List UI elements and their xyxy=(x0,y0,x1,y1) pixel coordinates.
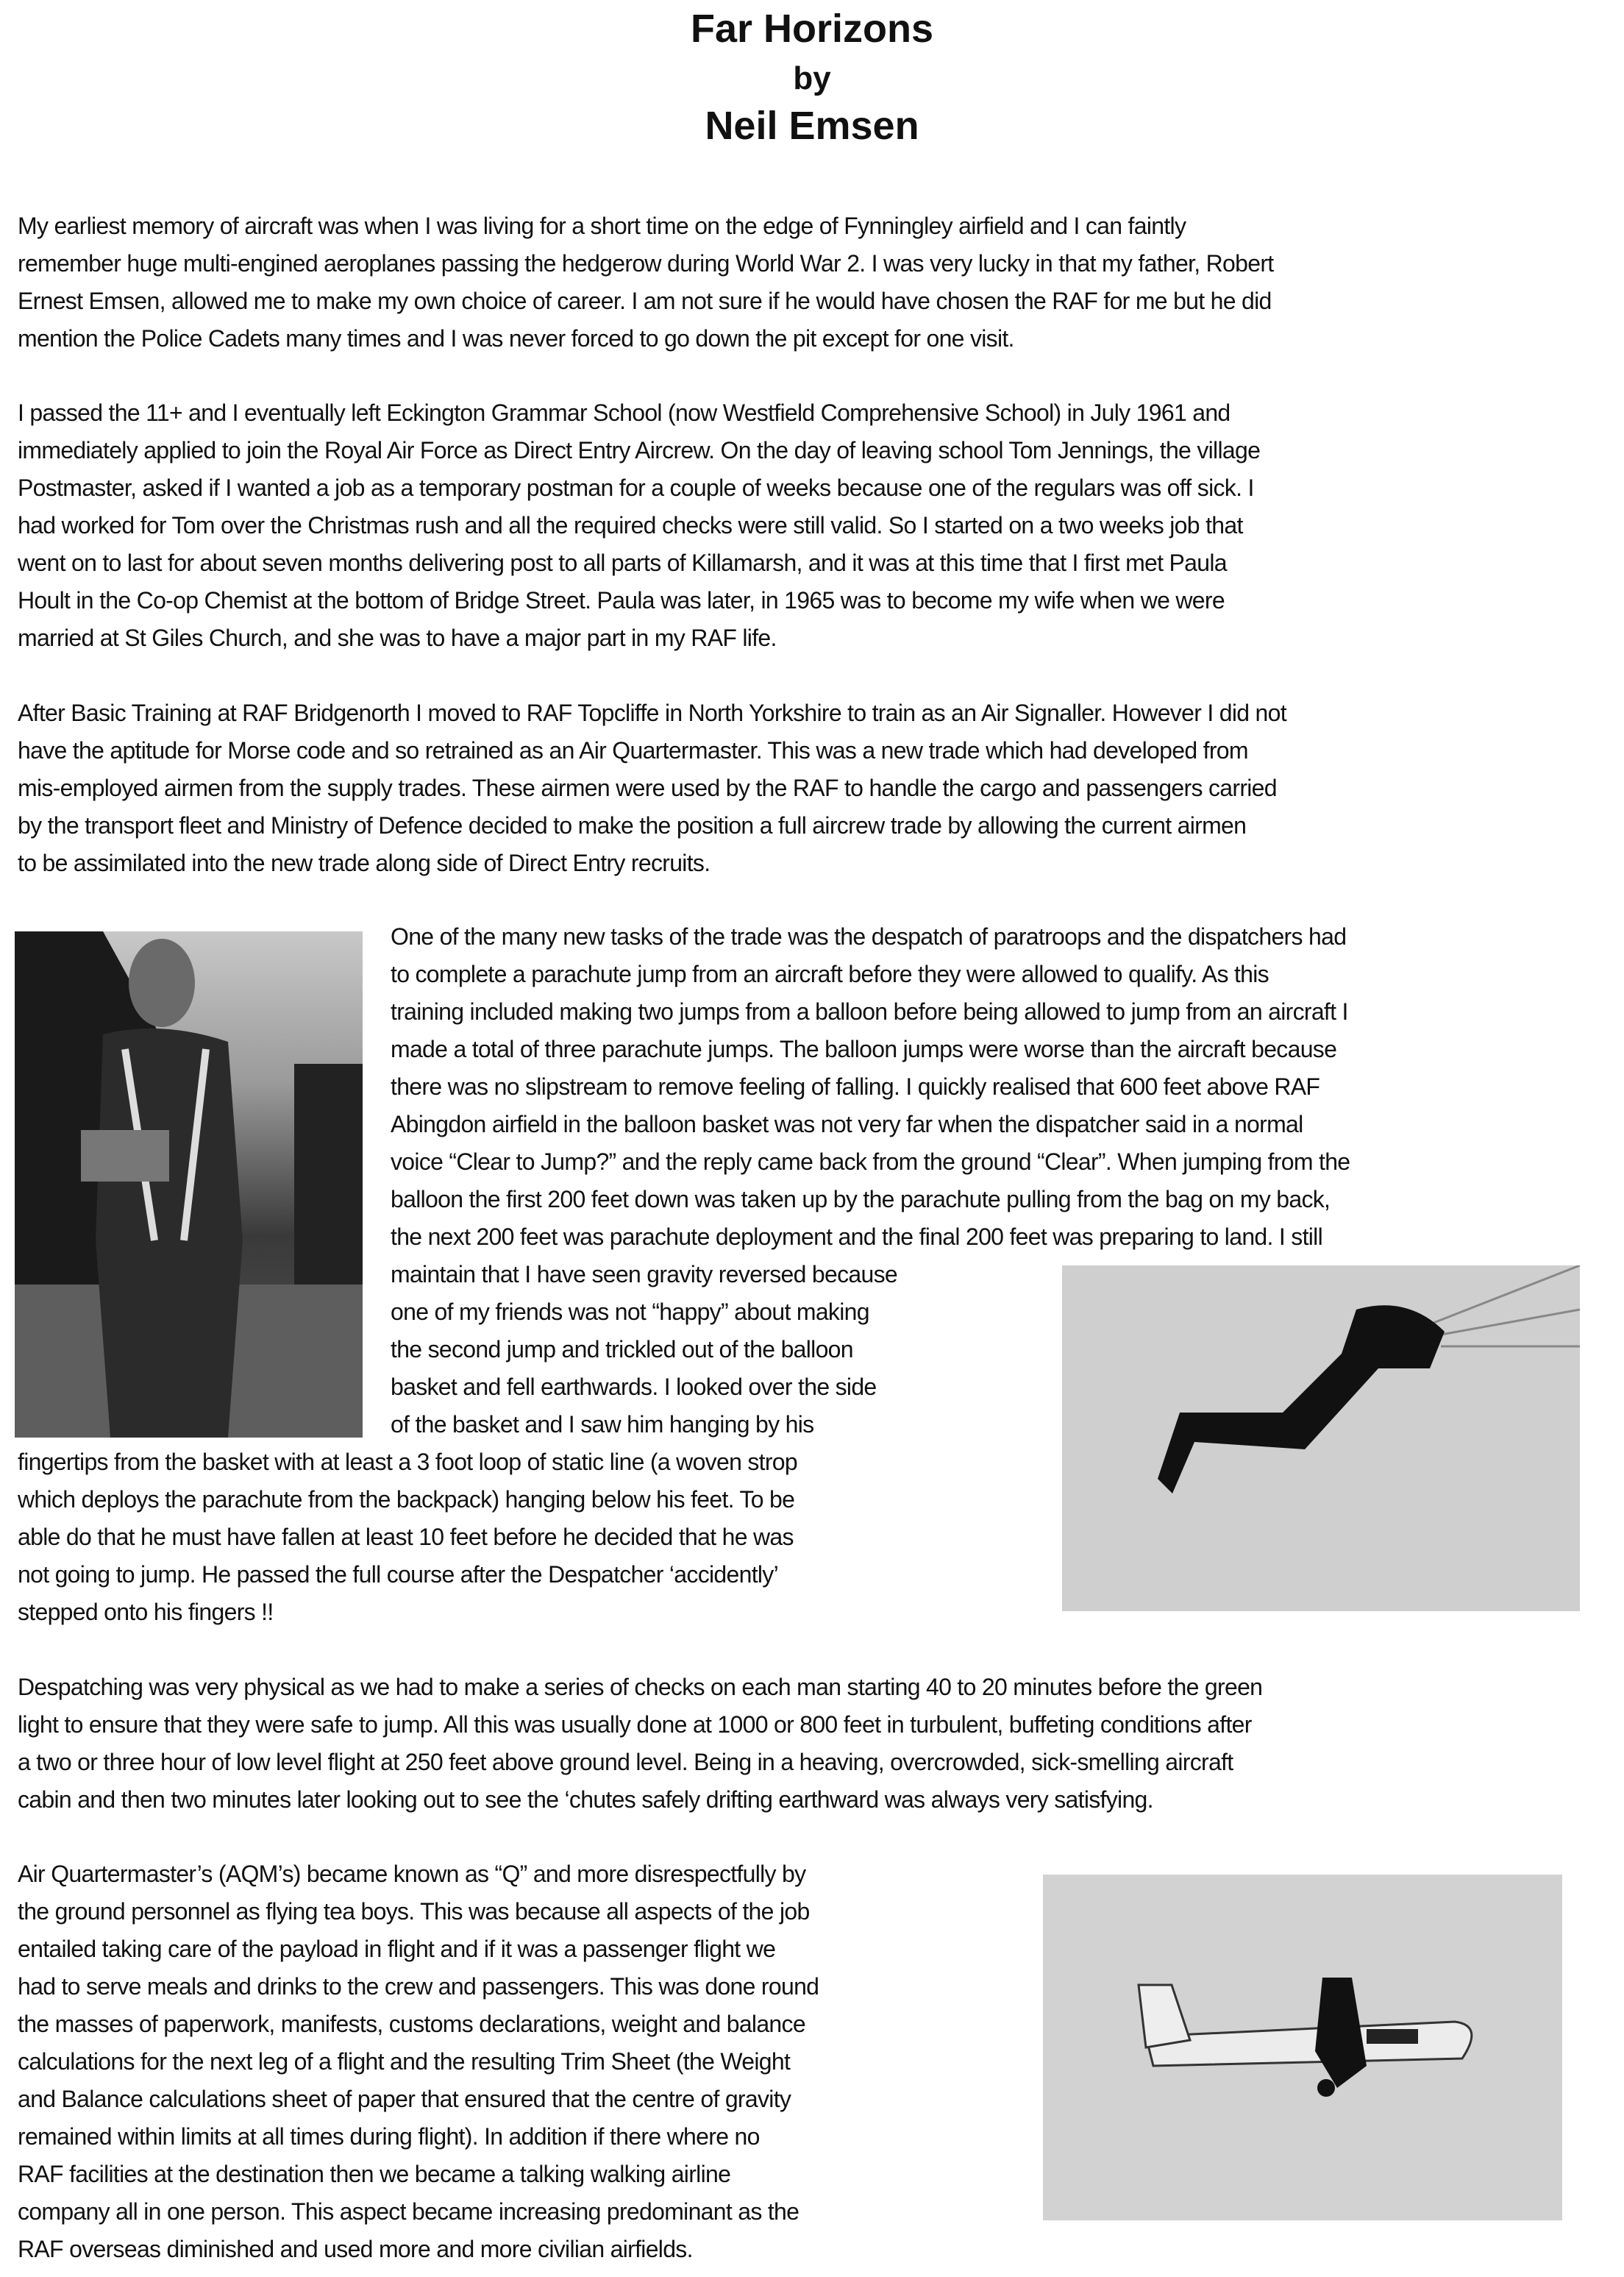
text-line: remember huge multi-engined aeroplanes passing the hedgerow during World War 2. I was very lucky in that my father, Robert xyxy=(18,250,1274,277)
text-line: of the basket and I saw him hanging by his xyxy=(391,1411,814,1438)
text-line: Abingdon airfield in the balloon basket was not very far when the dispatcher said in a normal xyxy=(391,1111,1303,1137)
document-title: Far Horizons xyxy=(690,7,934,51)
text-line: entailed taking care of the payload in flight and if it was a passenger flight we xyxy=(18,1936,776,1962)
text-line: training included making two jumps from a balloon before being allowed to jump from an aircraft I xyxy=(391,998,1348,1025)
text-line: balloon the first 200 feet down was taken up by the parachute pulling from the bag on my back, xyxy=(391,1186,1331,1212)
paragraph-1 xyxy=(18,207,1274,358)
text-line: fingertips from the basket with at least a 3 foot loop of static line (a woven strop xyxy=(18,1449,797,1475)
text-line: basket and fell earthwards. I looked over the side xyxy=(391,1374,877,1400)
text-line: to be assimilated into the new trade along side of Direct Entry recruits. xyxy=(18,850,710,876)
paragraph-5 xyxy=(18,1669,1262,1819)
byline-by: by xyxy=(793,60,831,96)
photo-aircraft xyxy=(1043,1875,1562,2220)
text-line: cabin and then two minutes later looking out to see the ‘chutes safely drifting earthward was always very satisfying. xyxy=(18,1786,1153,1813)
paragraph-4-continued xyxy=(18,1443,797,1631)
text-line: Hoult in the Co-op Chemist at the bottom of Bridge Street. Paula was later, in 1965 was to become my wife when we were xyxy=(18,587,1225,614)
text-line: which deploys the parachute from the backpack) hanging below his feet. To be xyxy=(18,1486,795,1513)
paragraph-2 xyxy=(18,394,1260,657)
text-line: After Basic Training at RAF Bridgenorth I moved to RAF Topcliffe in North Yorkshire to train as an Air Signaller. However I did not xyxy=(18,700,1286,726)
text-line: by the transport fleet and Ministry of Defence decided to make the position a full aircrew trade by allowing the current airmen xyxy=(18,812,1247,839)
text-line: maintain that I have seen gravity reversed because xyxy=(391,1261,897,1287)
text-line: there was no slipstream to remove feeling of falling. I quickly realised that 600 feet above RAF xyxy=(391,1073,1320,1100)
text-line: the masses of paperwork, manifests, customs declarations, weight and balance xyxy=(18,2011,805,2037)
text-line: One of the many new tasks of the trade was the despatch of paratroops and the dispatchers had xyxy=(391,923,1347,950)
text-line: a two or three hour of low level flight at 250 feet above ground level. Being in a heaving, overcrowded, sick-smelling aircraft xyxy=(18,1749,1233,1775)
text-line: Air Quartermaster’s (AQM’s) became known as “Q” and more disrespectfully by xyxy=(18,1861,806,1887)
text-line: I passed the 11+ and I eventually left Eckington Grammar School (now Westfield Comprehensive School) in July 1961 and xyxy=(18,399,1231,426)
text-line: the second jump and trickled out of the balloon xyxy=(391,1336,853,1363)
text-line: RAF facilities at the destination then we became a talking walking airline xyxy=(18,2161,731,2187)
text-line: mention the Police Cadets many times and I was never forced to go down the pit except for one visit. xyxy=(18,325,1014,352)
text-line: calculations for the next leg of a flight and the resulting Trim Sheet (the Weight xyxy=(18,2048,791,2075)
text-line: the ground personnel as flying tea boys. This was because all aspects of the job xyxy=(18,1898,810,1925)
text-line: Postmaster, asked if I wanted a job as a temporary postman for a couple of weeks because one of the regulars was off sick. I xyxy=(18,475,1254,501)
text-line: the next 200 feet was parachute deployment and the final 200 feet was preparing to land. I still xyxy=(391,1223,1322,1250)
text-line: had to serve meals and drinks to the crew and passengers. This was done round xyxy=(18,1973,819,2000)
text-line: married at St Giles Church, and she was to have a major part in my RAF life. xyxy=(18,625,777,651)
text-line: to complete a parachute jump from an aircraft before they were allowed to qualify. As this xyxy=(391,961,1269,987)
text-line: voice “Clear to Jump?” and the reply came back from the ground “Clear”. When jumping from the xyxy=(391,1148,1350,1175)
text-line: went on to last for about seven months delivering post to all parts of Killamarsh, and it was at this time that I first met Paula xyxy=(18,550,1227,576)
text-line: and Balance calculations sheet of paper that ensured that the centre of gravity xyxy=(18,2086,791,2112)
text-line: able do that he must have fallen at least 10 feet before he decided that he was xyxy=(18,1524,794,1550)
text-line: had worked for Tom over the Christmas rush and all the required checks were still valid. So I started on a two weeks job that xyxy=(18,512,1243,539)
text-line: mis-employed airmen from the supply trades. These airmen were used by the RAF to handle the cargo and passengers carried xyxy=(18,775,1277,801)
text-line: remained within limits at all times during flight). In addition if there where no xyxy=(18,2123,760,2150)
text-line: made a total of three parachute jumps. The balloon jumps were worse than the aircraft because xyxy=(391,1036,1337,1062)
text-line: one of my friends was not “happy” about making xyxy=(391,1299,869,1325)
text-line: company all in one person. This aspect became increasing predominant as the xyxy=(18,2198,799,2225)
text-line: Despatching was very physical as we had to make a series of checks on each man starting 40 to 20 minutes before the green xyxy=(18,1674,1263,1700)
text-line: have the aptitude for Morse code and so retrained as an Air Quartermaster. This was a new trade which had developed from xyxy=(18,737,1248,764)
text-line: light to ensure that they were safe to jump. All this was usually done at 1000 or 800 feet in turbulent, buffeting conditions after xyxy=(18,1711,1252,1738)
text-line: immediately applied to join the Royal Air Force as Direct Entry Aircrew. On the day of leaving school Tom Jennings, the village xyxy=(18,437,1261,463)
photo-airman xyxy=(15,931,363,1438)
paragraph-3 xyxy=(18,695,1286,882)
author-name: Neil Emsen xyxy=(705,104,919,148)
text-line: RAF overseas diminished and used more and more civilian airfields. xyxy=(18,2236,693,2262)
text-line: stepped onto his fingers !! xyxy=(18,1599,274,1625)
photo-parachutist xyxy=(1062,1265,1580,1611)
text-line: My earliest memory of aircraft was when I was living for a short time on the edge of Fynningley airfield and I can faintly xyxy=(18,213,1186,239)
text-line: not going to jump. He passed the full course after the Despatcher ‘accidently’ xyxy=(18,1561,779,1588)
paragraph-6 xyxy=(18,1855,819,2268)
text-line: Ernest Emsen, allowed me to make my own choice of career. I am not sure if he would have chosen the RAF for me but he did xyxy=(18,288,1272,314)
